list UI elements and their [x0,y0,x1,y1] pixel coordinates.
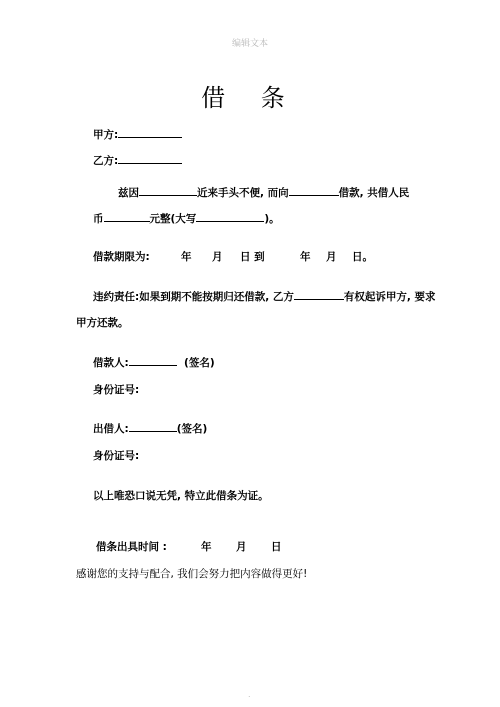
issue-date-day: 日 [271,541,282,553]
liability-prefix: 违约责任:如果到期不能按期归还借款, 乙方 [93,291,294,303]
document-title: 借 条 [201,84,299,112]
term-year-1: 年 [181,251,192,263]
issue-date-year: 年 [201,541,212,553]
lender-name-blank[interactable] [289,185,339,196]
lender-line [93,421,207,436]
term-day-to: 日 到 [240,251,265,263]
reason-mid-1: 近来手头不便, 而向 [197,187,289,199]
issue-date-month: 月 [236,541,247,553]
borrower-label: 借款人: [93,357,129,369]
term-month-2: 月 [326,251,337,263]
reason-line-2 [93,211,280,226]
liability-line-1 [93,289,436,304]
party-b-label: 乙方: [93,155,119,167]
issue-date-label: 借条出具时间 : [96,541,167,553]
reason-line-1 [118,185,409,200]
party-a-line [93,127,182,142]
lender-label: 出借人: [93,423,129,435]
lender-sign-hint: (签名) [176,423,208,435]
reason-blank[interactable] [139,185,197,196]
reason-prefix: 兹因 [118,187,139,199]
amount-mid: 元整(大写 [149,213,197,225]
thanks-note: 感谢您的支持与配合, 我们会努力把内容做得更好! [76,568,308,580]
party-a-blank[interactable] [118,127,182,138]
amount-uppercase-blank[interactable] [196,211,264,222]
liability-line-2: 甲方还款。 [76,317,129,329]
reason-mid-2: 借款, 共借人民 [338,187,410,199]
page-header: 编辑文本 [231,39,268,49]
term-month-1: 月 [212,251,223,263]
term-day-2: 日。 [352,251,373,263]
amount-suffix: )。 [264,213,280,225]
borrower-sign-hint: (签名) [184,357,215,369]
statement-text: 以上唯恐口说无凭, 特立此借条为证。 [93,490,269,502]
party-b-blank[interactable] [118,153,182,164]
liability-blank[interactable] [294,289,344,300]
term-year-2: 年 [300,251,311,263]
borrower-id-label: 身份证号: [93,384,140,396]
party-b-line [93,153,182,168]
liability-suffix: 有权起诉甲方, 要求 [343,291,436,303]
lender-signature-blank[interactable] [129,421,177,432]
page-footer-mark: . [248,690,251,699]
term-label: 借款期限为: [93,251,150,263]
currency-prefix: 币 [93,213,104,225]
lender-id-label: 身份证号: [93,450,140,462]
party-a-label: 甲方: [93,129,119,141]
borrower-signature-blank[interactable] [129,355,177,366]
borrower-line [93,355,215,370]
amount-blank[interactable] [104,211,150,222]
